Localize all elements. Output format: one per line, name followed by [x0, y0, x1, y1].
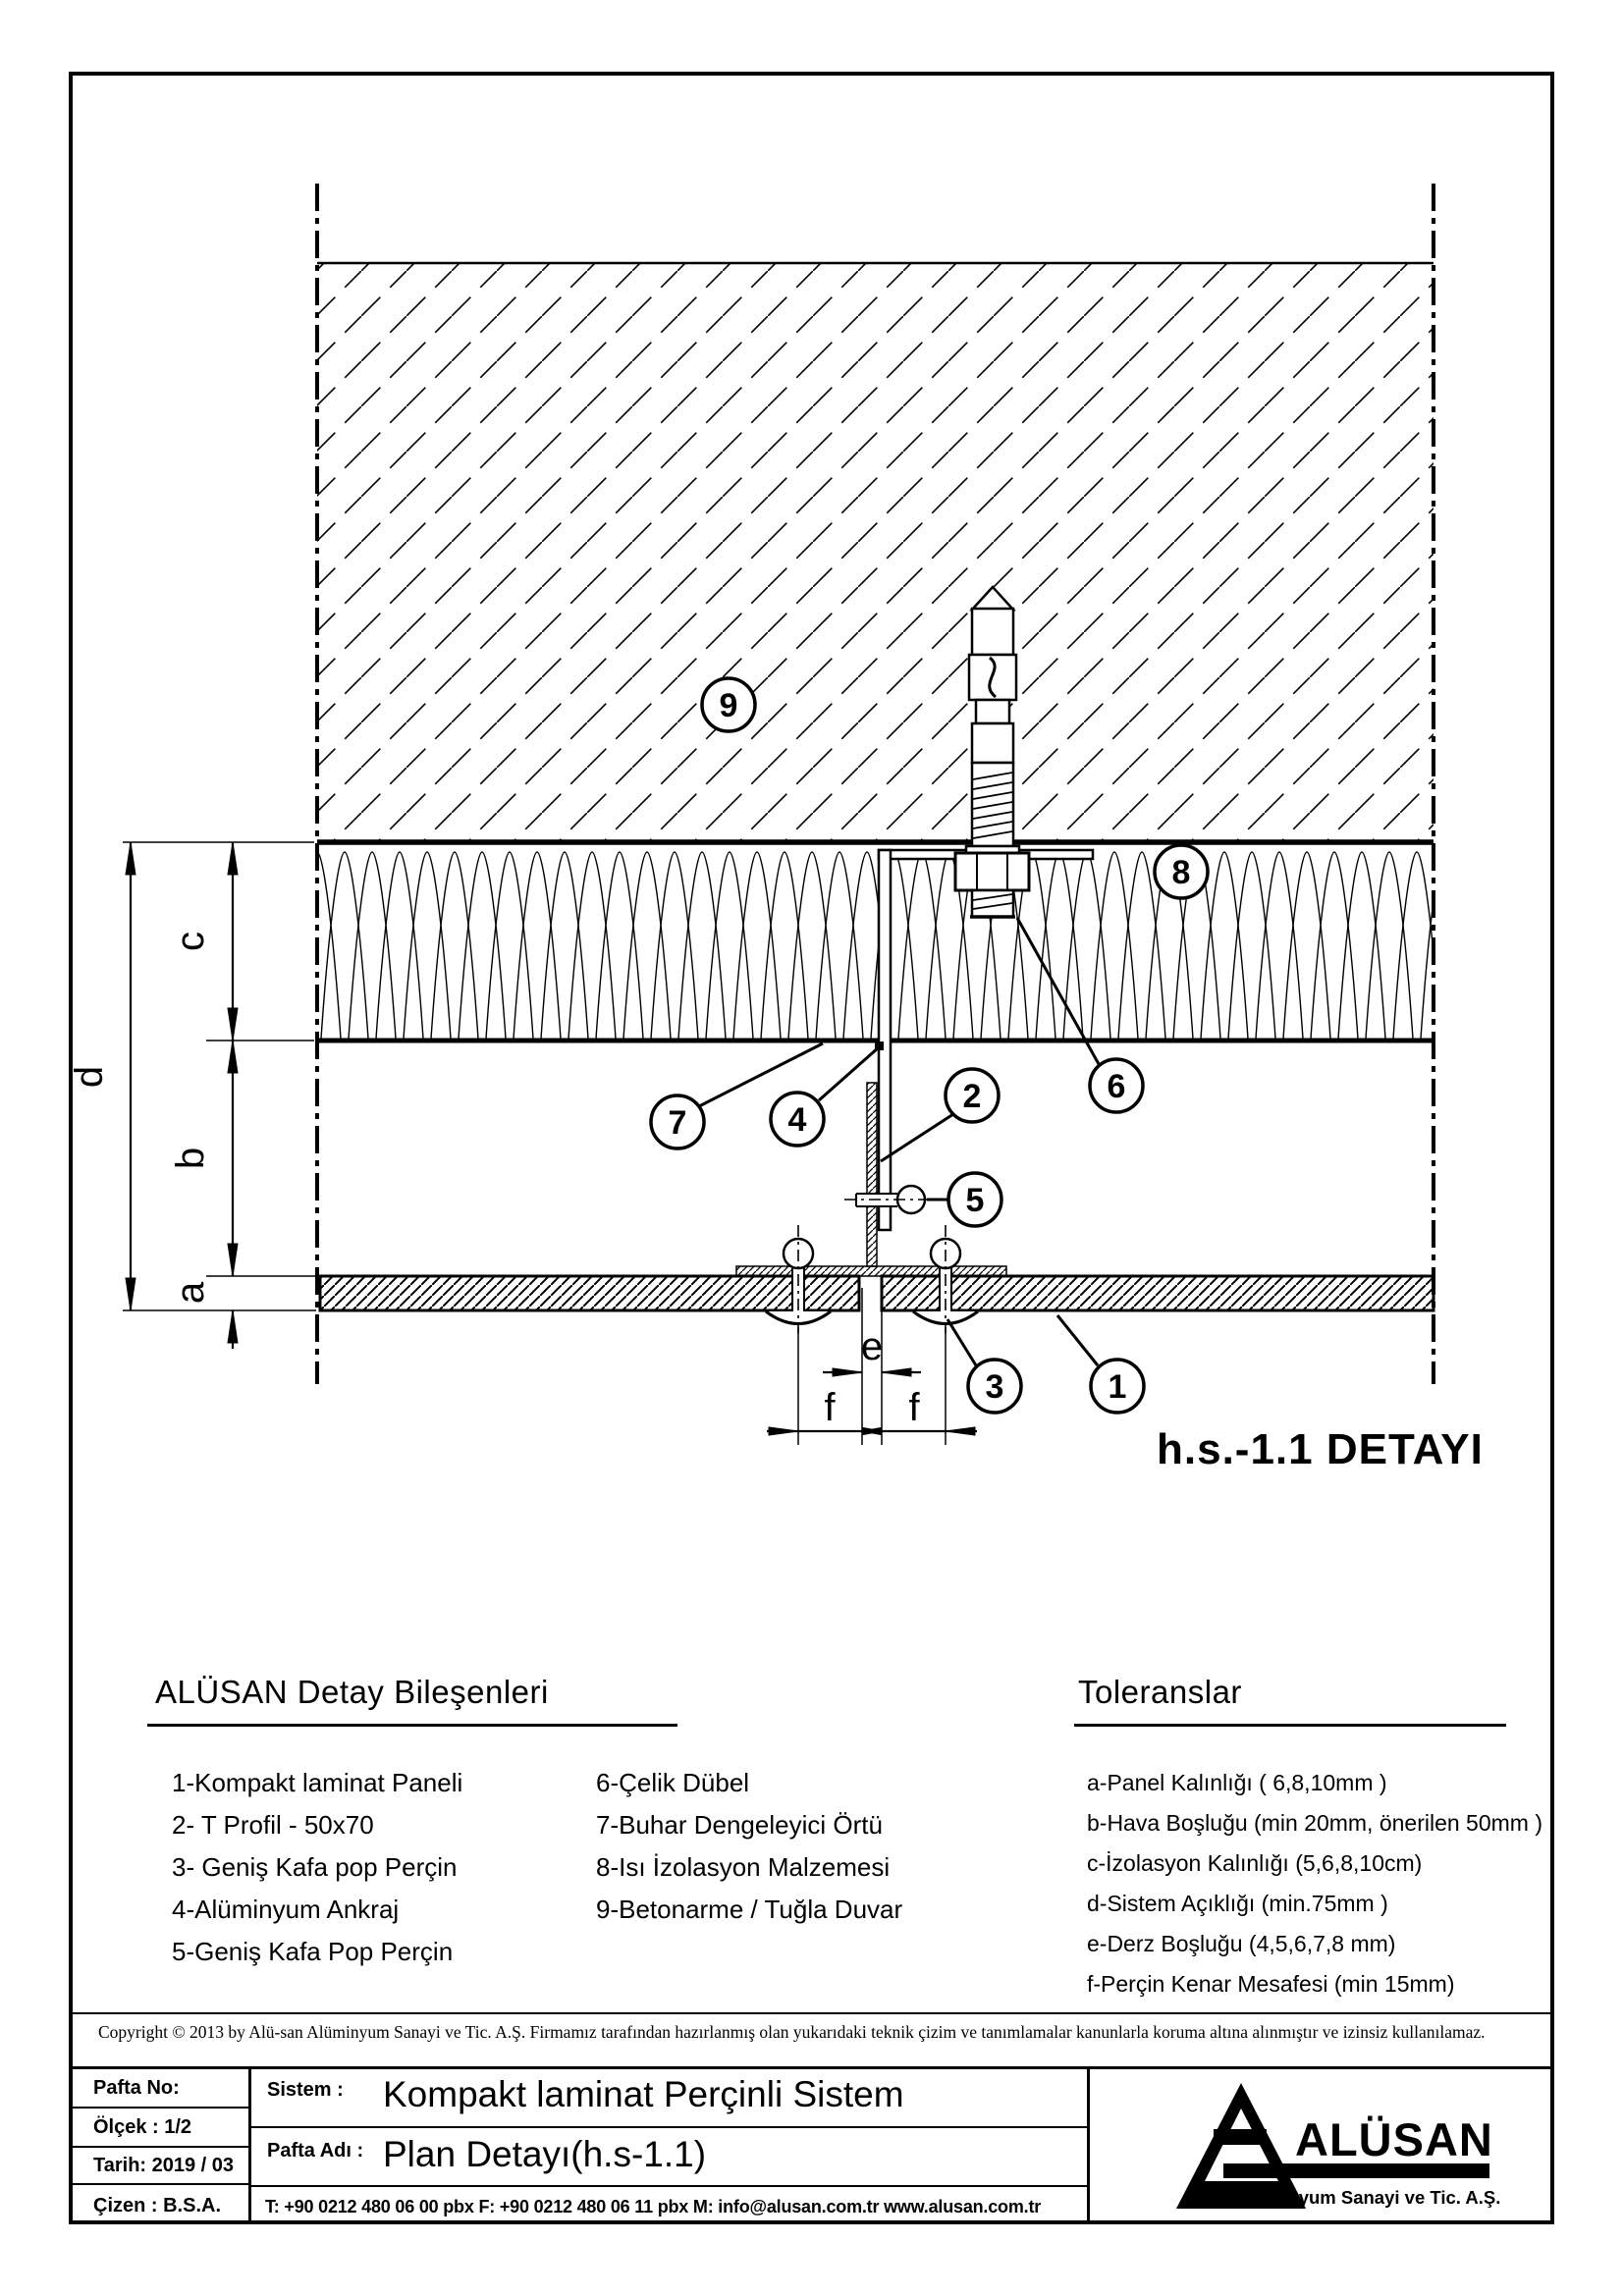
- titleblock-top-line: [69, 2066, 1554, 2069]
- dim-label-f1: f: [824, 1386, 836, 1429]
- anchor-nut: [955, 853, 1029, 890]
- callout-3: [968, 1360, 1021, 1413]
- list-item: a-Panel Kalınlığı ( 6,8,10mm ): [1087, 1770, 1387, 1795]
- callout-7: [651, 1095, 704, 1148]
- dim-label-d: d: [68, 1065, 111, 1089]
- list-item: 5-Geniş Kafa Pop Perçin: [172, 1937, 454, 1966]
- pafta-adi-label: Pafta Adı :: [267, 2140, 364, 2162]
- svg-text:2: 2: [962, 1078, 982, 1115]
- list-item: f-Perçin Kenar Mesafesi (min 15mm): [1087, 1971, 1455, 1997]
- list-item: b-Hava Boşluğu (min 20mm, önerilen 50mm ): [1087, 1810, 1543, 1836]
- svg-text:7: 7: [668, 1104, 687, 1142]
- olcek-value: Ölçek : 1/2: [93, 2116, 192, 2138]
- callout-8: [1155, 845, 1208, 898]
- tarih-value: Tarih: 2019 / 03: [93, 2155, 235, 2176]
- col2-row-line-2: [248, 2185, 1087, 2187]
- copyright-divider: [69, 2012, 1554, 2014]
- contact-line: T: +90 0212 480 06 00 pbx F: +90 0212 480 06 11 pbx M: info@alusan.com.tr www.alusan.com.tr: [265, 2197, 1042, 2216]
- tolerances-heading: Toleranslar: [1078, 1674, 1242, 1710]
- col1-row-line-1: [69, 2107, 251, 2109]
- wall-section: [317, 263, 1434, 842]
- detail-title: h.s.-1.1 DETAYI: [1157, 1425, 1484, 1473]
- copyright-text: Copyright © 2013 by Alü-san Alüminyum Sanayi ve Tic. A.Ş. Firmamız tarafından hazırlanmış olan yukarıdaki teknik çizim ve tanımlamalar kanunlarla koruma altına alınmıştır ve izinsiz kullanılamaz.: [98, 2022, 1486, 2042]
- callout-4: [771, 1093, 824, 1146]
- dim-label-c: c: [169, 932, 212, 951]
- dim-label-b: b: [169, 1147, 212, 1170]
- list-item: 6-Çelik Dübel: [596, 1768, 750, 1797]
- pafta-no-label: Pafta No:: [93, 2077, 180, 2099]
- components-rule: [147, 1724, 677, 1727]
- tolerances-rule: [1074, 1724, 1506, 1727]
- cizen-value: Çizen : B.S.A.: [93, 2195, 222, 2216]
- svg-text:6: 6: [1107, 1068, 1126, 1105]
- logo-wordmark: ALÜSAN: [1295, 2113, 1493, 2165]
- alusan-logo: [1163, 2073, 1537, 2220]
- callout-9: [702, 678, 755, 731]
- list-item: 8-Isı İzolasyon Malzemesi: [596, 1852, 891, 1882]
- svg-text:3: 3: [985, 1368, 1004, 1406]
- laminate-panels: [320, 1276, 1434, 1310]
- components-heading: ALÜSAN Detay Bileşenleri: [155, 1674, 549, 1710]
- pafta-adi-value: Plan Detayı(h.s-1.1): [383, 2134, 707, 2174]
- col1-row-line-2: [69, 2146, 251, 2148]
- list-item: 9-Betonarme / Tuğla Duvar: [596, 1895, 903, 1924]
- callout-5: [948, 1173, 1001, 1226]
- list-item: c-İzolasyon Kalınlığı (5,6,8,10cm): [1087, 1850, 1423, 1876]
- sistem-label: Sistem :: [267, 2079, 344, 2101]
- tolerances-list: [1087, 1763, 1542, 2004]
- svg-text:5: 5: [965, 1182, 985, 1219]
- insulation-section: [317, 842, 1434, 1041]
- list-item: 4-Alüminyum Ankraj: [172, 1895, 400, 1924]
- components-list-right: [596, 1762, 902, 1931]
- list-item: 1-Kompakt laminat Paneli: [172, 1768, 463, 1797]
- svg-text:4: 4: [787, 1101, 807, 1139]
- list-item: 2- T Profil - 50x70: [172, 1810, 374, 1840]
- dim-label-e: e: [860, 1325, 884, 1368]
- list-item: 7-Buhar Dengeleyici Örtü: [596, 1810, 883, 1840]
- list-item: d-Sistem Açıklığı (min.75mm ): [1087, 1891, 1388, 1916]
- list-item: 3- Geniş Kafa pop Perçin: [172, 1852, 458, 1882]
- col2-row-line-1: [248, 2126, 1087, 2128]
- dim-label-a: a: [169, 1281, 212, 1305]
- callout-2: [946, 1069, 999, 1122]
- col1-row-line-3: [69, 2183, 251, 2185]
- svg-text:9: 9: [719, 687, 738, 724]
- logo-subtext: Alüminyum Sanayi ve Tic. A.Ş.: [1237, 2187, 1501, 2208]
- left-dimensions: [68, 842, 316, 1349]
- callout-6: [1090, 1059, 1143, 1112]
- titleblock-col2-sep: [1087, 2066, 1090, 2224]
- svg-text:8: 8: [1171, 854, 1191, 891]
- sistem-value: Kompakt laminat Perçinli Sistem: [383, 2074, 904, 2114]
- dim-label-f2: f: [908, 1386, 920, 1429]
- components-list-left: [172, 1762, 462, 1973]
- list-item: e-Derz Boşluğu (4,5,6,7,8 mm): [1087, 1931, 1396, 1956]
- svg-text:1: 1: [1108, 1368, 1127, 1406]
- callout-1: [1091, 1360, 1144, 1413]
